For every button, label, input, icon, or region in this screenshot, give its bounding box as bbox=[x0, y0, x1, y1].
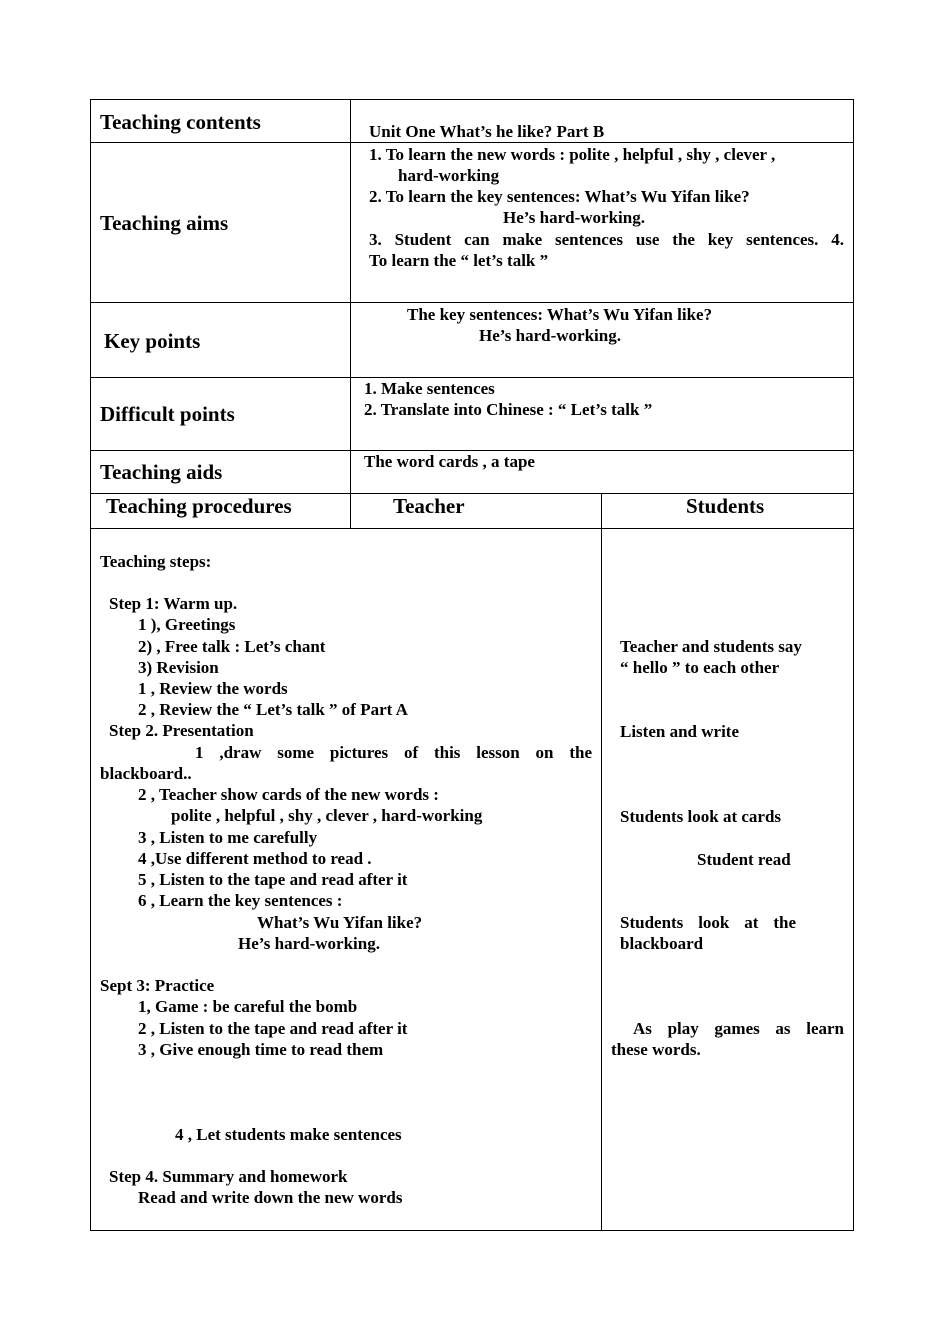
aims-item: 1. To learn the new words : polite , helpful , shy , clever , bbox=[369, 145, 776, 164]
step-item: 2 , Listen to the tape and read after it bbox=[138, 1019, 408, 1038]
students-activity: As play games as learn bbox=[633, 1019, 844, 1038]
teaching-contents-value: Unit One What’s he like? Part B bbox=[369, 122, 605, 141]
aims-item: hard-working bbox=[398, 166, 500, 185]
teaching-aims-label: Teaching aims bbox=[100, 211, 229, 235]
step-title: Step 1: Warm up. bbox=[109, 594, 238, 613]
header-teacher: Teacher bbox=[393, 494, 465, 518]
steps-heading: Teaching steps: bbox=[100, 552, 212, 571]
students-activity: Students look at cards bbox=[620, 807, 782, 826]
step-item: 6 , Learn the key sentences : bbox=[138, 891, 343, 910]
difficult-points-line: 1. Make sentences bbox=[364, 379, 495, 398]
students-activity: “ hello ” to each other bbox=[620, 658, 780, 677]
key-points-label: Key points bbox=[104, 329, 201, 353]
step-item: 2 , Review the “ Let’s talk ” of Part A bbox=[138, 700, 408, 719]
students-activity: blackboard bbox=[620, 934, 704, 953]
column-divider-label bbox=[350, 99, 351, 529]
step-item: 5 , Listen to the tape and read after it bbox=[138, 870, 408, 889]
step-item: He’s hard-working. bbox=[238, 934, 380, 953]
teaching-contents-label: Teaching contents bbox=[100, 110, 261, 134]
aims-item: 3. Student can make sentences use the key sentences. 4. bbox=[369, 230, 844, 249]
step-item: 1 , Review the words bbox=[138, 679, 288, 698]
step-item: 3 , Listen to me carefully bbox=[138, 828, 318, 847]
step-title: Step 4. Summary and homework bbox=[109, 1167, 348, 1186]
step-item: 4 ,Use different method to read . bbox=[138, 849, 372, 868]
header-procedures: Teaching procedures bbox=[106, 494, 292, 518]
key-points-line: He’s hard-working. bbox=[479, 326, 621, 345]
step-item: 4 , Let students make sentences bbox=[175, 1125, 402, 1144]
students-activity: Teacher and students say bbox=[620, 637, 802, 656]
step-item: 3 , Give enough time to read them bbox=[138, 1040, 384, 1059]
step-item: 2 , Teacher show cards of the new words : bbox=[138, 785, 439, 804]
step-item: Read and write down the new words bbox=[138, 1188, 403, 1207]
row-divider bbox=[90, 528, 854, 529]
row-divider bbox=[90, 302, 854, 303]
step-item: polite , helpful , shy , clever , hard-working bbox=[171, 806, 483, 825]
teaching-aids-label: Teaching aids bbox=[100, 460, 223, 484]
students-activity: Student read bbox=[697, 850, 791, 869]
teaching-aids-value: The word cards , a tape bbox=[364, 452, 535, 471]
step-item: blackboard.. bbox=[100, 764, 192, 783]
table-border-right bbox=[853, 99, 854, 1231]
students-activity: Students look at the bbox=[620, 913, 796, 932]
step-item: 1 ,draw some pictures of this lesson on the bbox=[195, 743, 592, 762]
header-students: Students bbox=[686, 494, 765, 518]
step-item: 1 ), Greetings bbox=[138, 615, 236, 634]
table-border-bottom bbox=[90, 1230, 854, 1231]
row-divider bbox=[90, 142, 854, 143]
aims-item: 2. To learn the key sentences: What’s Wu Yifan like? bbox=[369, 187, 750, 206]
step-item: 3) Revision bbox=[138, 658, 219, 677]
students-activity: Listen and write bbox=[620, 722, 739, 741]
aims-item: He’s hard-working. bbox=[503, 208, 645, 227]
aims-item: To learn the “ let’s talk ” bbox=[369, 251, 549, 270]
step-item: 1, Game : be careful the bomb bbox=[138, 997, 358, 1016]
table-border-left bbox=[90, 99, 91, 1231]
difficult-points-label: Difficult points bbox=[100, 402, 235, 426]
step-item: 2) , Free talk : Let’s chant bbox=[138, 637, 326, 656]
students-activity: these words. bbox=[611, 1040, 701, 1059]
step-item: What’s Wu Yifan like? bbox=[257, 913, 423, 932]
column-divider-students bbox=[601, 493, 602, 1231]
step-title: Step 2. Presentation bbox=[109, 721, 254, 740]
difficult-points-line: 2. Translate into Chinese : “ Let’s talk ” bbox=[364, 400, 653, 419]
key-points-line: The key sentences: What’s Wu Yifan like? bbox=[407, 305, 713, 324]
table-border-top bbox=[90, 99, 854, 100]
step-title: Sept 3: Practice bbox=[100, 976, 215, 995]
